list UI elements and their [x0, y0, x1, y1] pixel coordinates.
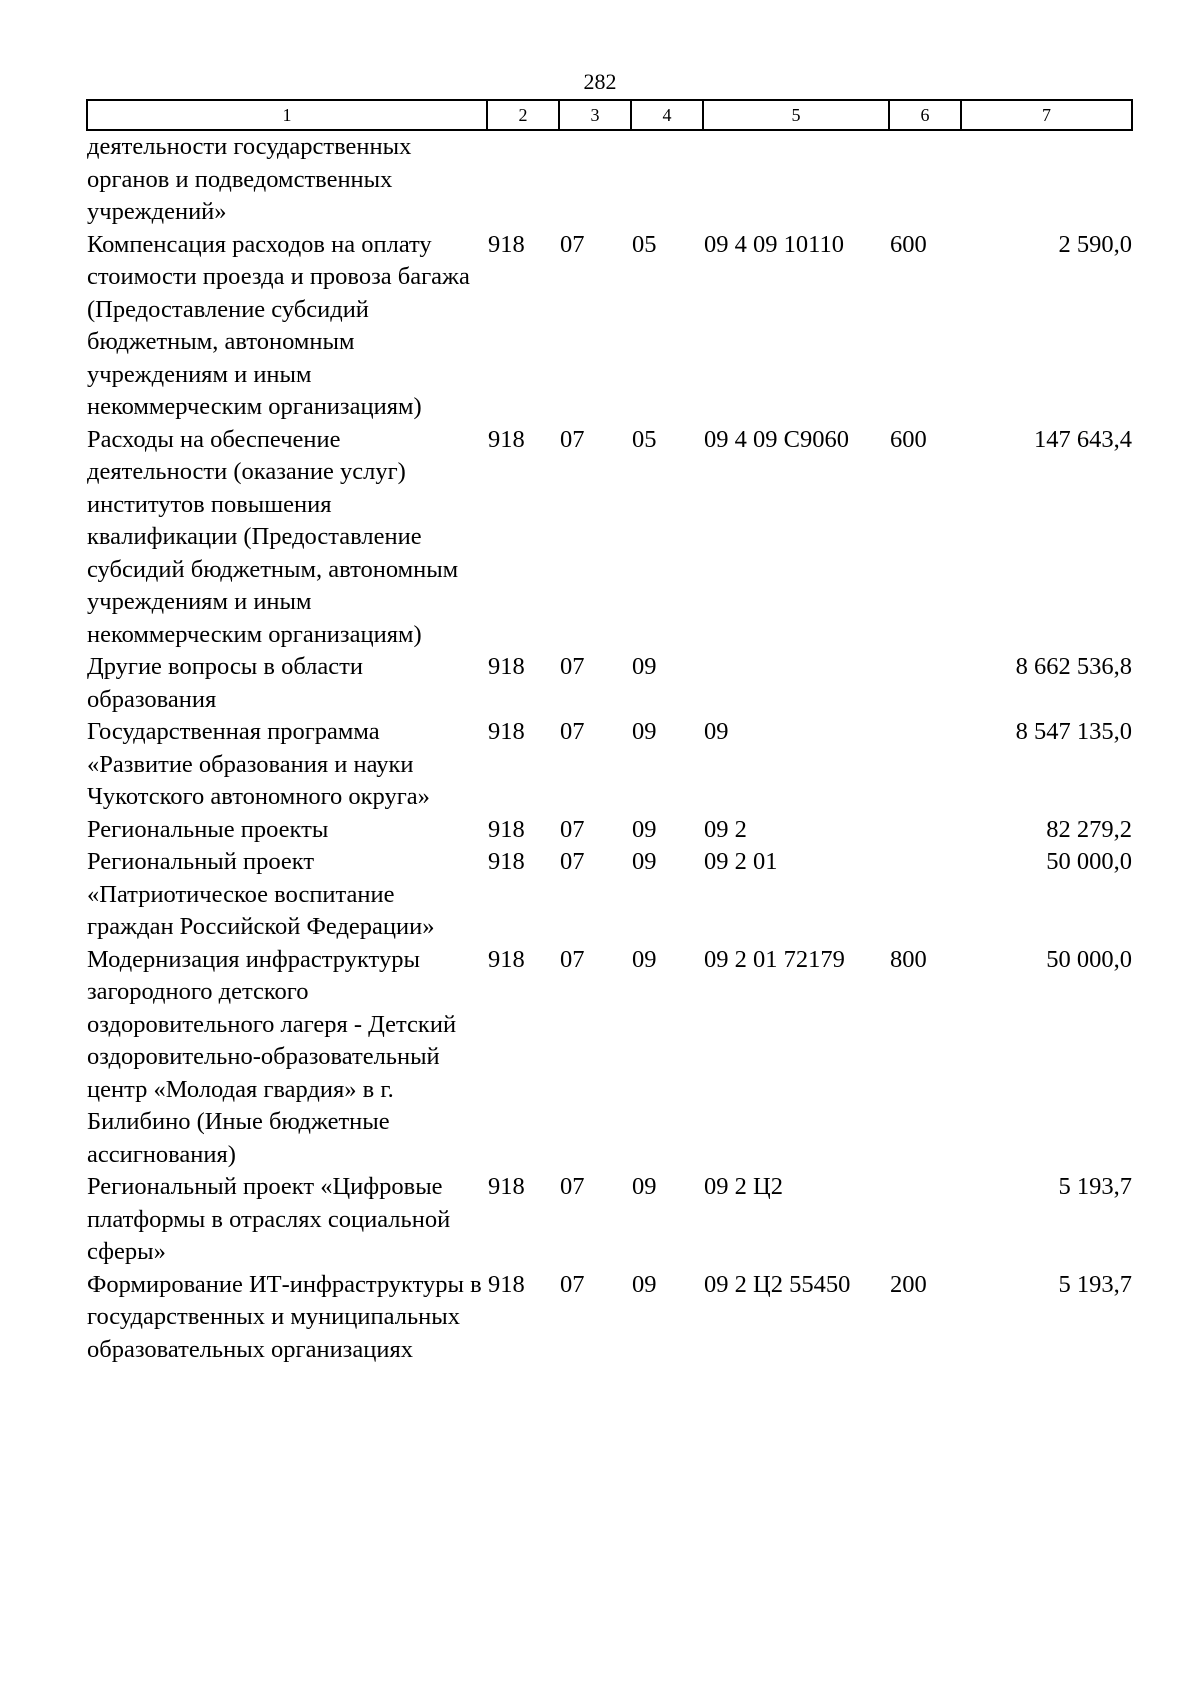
table-row: [87, 1171, 1132, 1269]
header-col-3: 3: [559, 100, 631, 130]
row-name: Региональный проект «Патриотическое воспитание граждан Российской Федерации»: [87, 848, 435, 940]
row-amount: 5 193,7: [1058, 1270, 1132, 1298]
row-section: 07: [560, 1270, 585, 1298]
row-target-article: 09 4 09 10110: [704, 230, 844, 258]
row-amount: 82 279,2: [1046, 815, 1132, 843]
row-name: Модернизация инфраструктуры загородного детского оздоровительного лагеря - Детский оздоровительно-образовательный центр «Молодая гвардия» в г. Билибино (Иные бюджетные ассигнования): [87, 945, 457, 1168]
row-section: 07: [560, 718, 585, 745]
table-row: [87, 651, 1132, 716]
row-name: Региональный проект «Цифровые платформы в отраслях социальной сферы»: [87, 1173, 451, 1265]
header-row: [87, 100, 1132, 130]
row-subsection: 09: [632, 815, 657, 843]
row-name: Компенсация расходов на оплату стоимости проезда и провоза багажа (Предоставление субсидий бюджетным, автономным учреждениям и иным некоммерческим организациям): [87, 230, 470, 420]
row-expense-type: 200: [890, 1270, 927, 1298]
row-amount: 50 000,0: [1046, 848, 1132, 875]
row-admin-code: 918: [488, 1173, 525, 1200]
row-expense-type: 600: [890, 230, 927, 258]
row-amount: 8 547 135,0: [1015, 718, 1132, 745]
row-admin-code: 918: [488, 230, 525, 258]
row-expense-type: [889, 846, 961, 944]
row-section: [559, 130, 631, 229]
row-section: 07: [560, 945, 585, 973]
header-col-4: 4: [631, 100, 703, 130]
table-row: [87, 846, 1132, 944]
row-subsection: 05: [632, 230, 657, 258]
row-section: 07: [560, 425, 585, 453]
row-target-article: 09 2 01 72179: [704, 945, 845, 973]
header-col-7: 7: [961, 100, 1132, 130]
table-row: [87, 814, 1132, 847]
row-expense-type: 800: [890, 945, 927, 973]
table-row: [87, 716, 1132, 814]
row-name: Другие вопросы в области образования: [87, 653, 363, 713]
table-body: [87, 130, 1132, 1366]
row-name: Государственная программа «Развитие образования и науки Чукотского автономного округа»: [87, 718, 430, 810]
row-section: 07: [560, 848, 585, 875]
table-row: [87, 944, 1132, 1172]
row-target-article: [703, 651, 889, 716]
row-subsection: 05: [632, 425, 657, 453]
table-row: [87, 130, 1132, 229]
row-subsection: 09: [632, 1173, 657, 1200]
row-admin-code: 918: [488, 718, 525, 745]
row-subsection: 09: [632, 718, 657, 745]
row-expense-type: [889, 716, 961, 814]
row-section: 07: [560, 653, 585, 680]
row-amount: 5 193,7: [1058, 1173, 1132, 1200]
row-admin-code: 918: [488, 815, 525, 843]
row-amount: [961, 130, 1132, 229]
row-target-article: 09: [704, 718, 729, 745]
row-target-article: 09 2 Ц2 55450: [704, 1270, 851, 1298]
row-expense-type: [889, 651, 961, 716]
row-section: 07: [560, 230, 585, 258]
row-amount: 2 590,0: [1058, 230, 1132, 258]
budget-table: [86, 99, 1133, 1366]
header-col-6: 6: [889, 100, 961, 130]
row-amount: 147 643,4: [1034, 425, 1132, 453]
table-row: [87, 424, 1132, 652]
row-subsection: 09: [632, 1270, 657, 1298]
header-col-5: 5: [703, 100, 889, 130]
row-name: Расходы на обеспечение деятельности (оказание услуг) институтов повышения квалификации (Предоставление субсидий бюджетным, автономным учреждениям и иным некоммерческим организациям): [87, 425, 459, 648]
row-target-article: 09 2 Ц2: [704, 1173, 783, 1200]
row-admin-code: 918: [488, 1270, 525, 1298]
row-section: 07: [560, 815, 585, 843]
row-subsection: [631, 130, 703, 229]
row-target-article: [703, 130, 889, 229]
table-header: [87, 100, 1132, 130]
row-name: Формирование ИТ-инфраструктуры в государственных и муниципальных образовательных организациях: [87, 1270, 482, 1363]
row-section: 07: [560, 1173, 585, 1200]
row-name: Региональные проекты: [87, 815, 329, 843]
row-admin-code: [487, 130, 559, 229]
row-expense-type: 600: [890, 425, 927, 453]
header-col-2: 2: [487, 100, 559, 130]
row-subsection: 09: [632, 848, 657, 875]
row-admin-code: 918: [488, 653, 525, 680]
table-row: [87, 229, 1132, 424]
table-row: [87, 1269, 1132, 1367]
row-target-article: 09 2 01: [704, 848, 778, 875]
row-expense-type: [889, 1171, 961, 1269]
row-expense-type: [889, 130, 961, 229]
row-admin-code: 918: [488, 945, 525, 973]
row-subsection: 09: [632, 653, 657, 680]
row-amount: 50 000,0: [1046, 945, 1132, 973]
page-number: 282: [583, 69, 617, 94]
header-col-1: 1: [87, 100, 487, 130]
row-target-article: 09 4 09 С9060: [704, 425, 849, 453]
row-expense-type: [889, 814, 961, 847]
row-admin-code: 918: [488, 425, 525, 453]
row-admin-code: 918: [488, 848, 525, 875]
row-subsection: 09: [632, 945, 657, 973]
row-name: деятельности государственных органов и подведомственных учреждений»: [87, 133, 412, 225]
row-target-article: 09 2: [704, 815, 747, 843]
row-amount: 8 662 536,8: [1015, 653, 1132, 680]
